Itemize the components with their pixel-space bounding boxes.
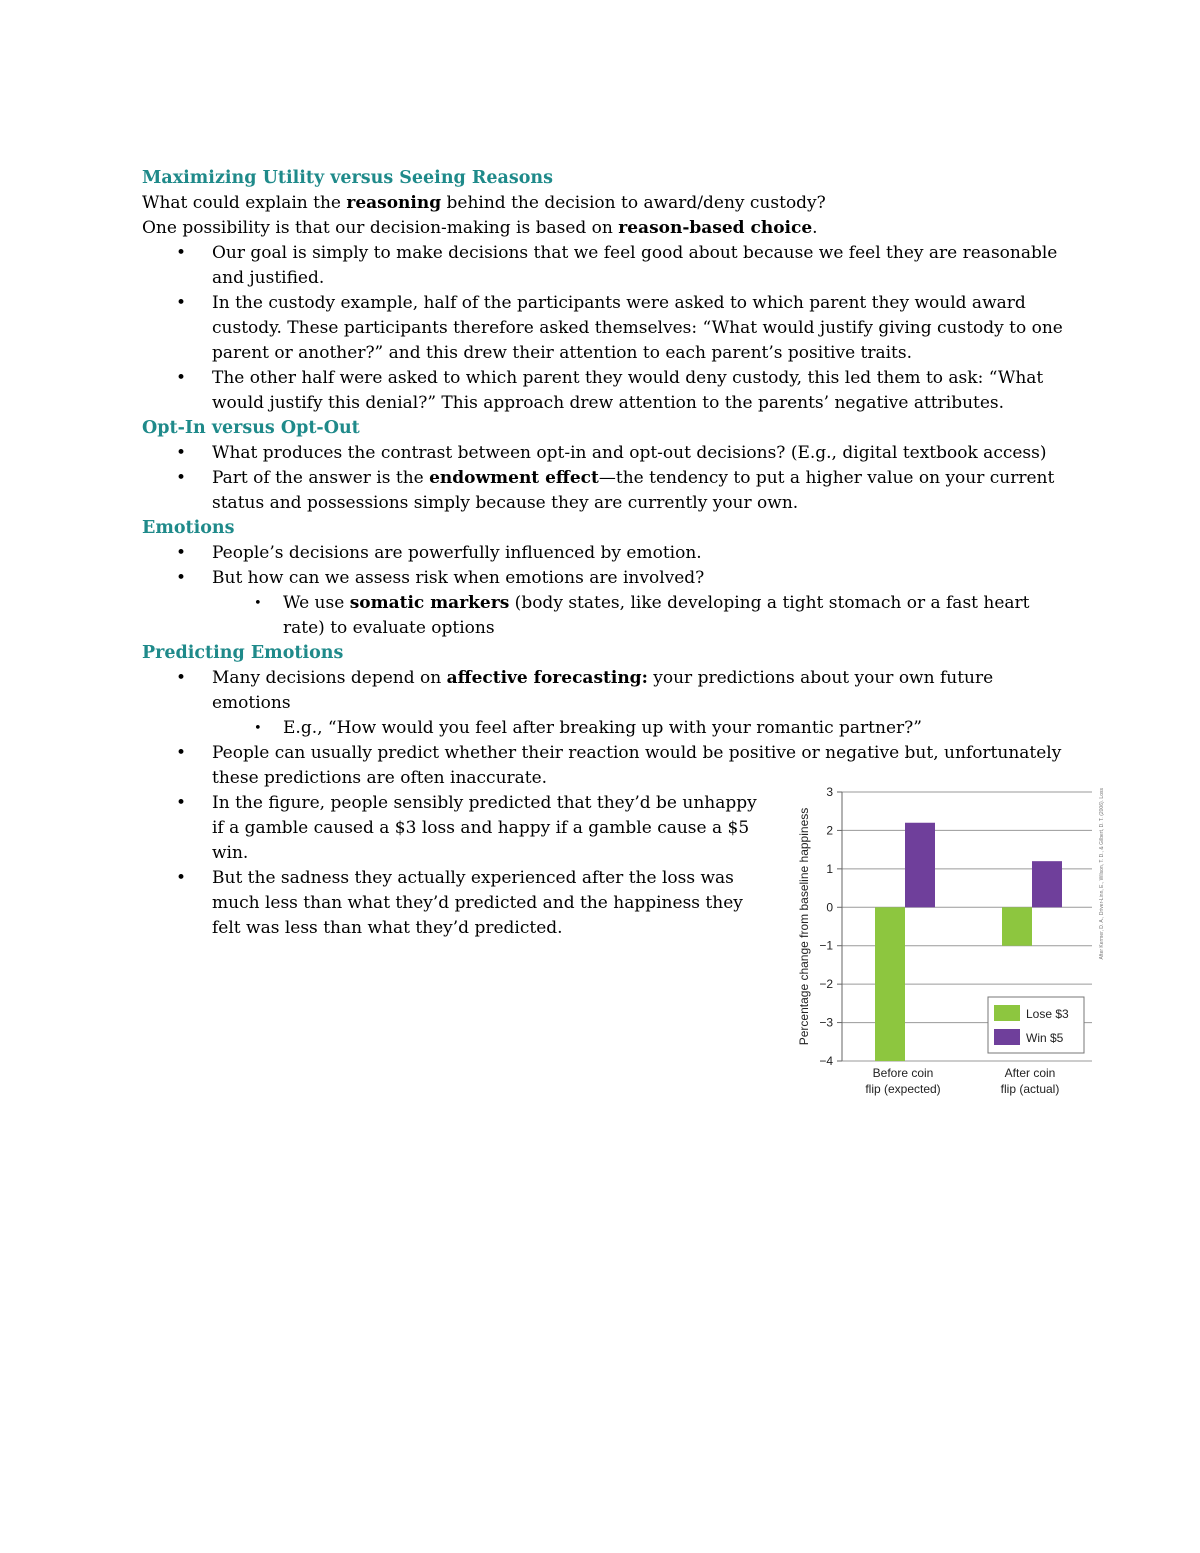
sub-list-item: • E.g., “How would you feel after breaking up with your romantic partner?” (212, 716, 1072, 741)
category-label: After coin (1004, 1066, 1056, 1080)
list-item: • Our goal is simply to make decisions that we feel good about because we feel they are reasonable and justified. (142, 241, 1072, 291)
paragraph-reason-based-choice (142, 216, 1072, 241)
list-item: • People’s decisions are powerfully influenced by emotion. (142, 541, 1072, 566)
list-item: • The other half were asked to which parent they would deny custody, this led them to ask: “What would justify this denial?” This approach drew attention to the parents’ negative attributes. (142, 366, 1072, 416)
bold-term-reasoning: reasoning (346, 193, 442, 213)
heading-emotions: Emotions (142, 518, 235, 538)
text: (body states, like developing a tight stomach or a fast heart rate) to evaluate options (283, 593, 1030, 638)
y-tick-label: −1 (819, 938, 833, 953)
bar-win-5 (905, 823, 935, 908)
list-item (142, 566, 1072, 641)
list-item: • But the sadness they actually experienced after the loss was much less than what they’d predicted and the happiness they felt was less than what they’d predicted. (142, 866, 772, 941)
text: But how can we assess risk when emotions are involved? (212, 568, 705, 588)
y-tick-label: 1 (826, 861, 833, 876)
y-tick-label: −3 (819, 1015, 833, 1030)
bold-term-somatic-markers: somatic markers (349, 593, 510, 613)
figure-credit: After Kermer, D. A., Driver-Linn, E., Wilson, T. D., & Gilbert, D. T. (2006). Loss (1099, 788, 1105, 960)
heading-predicting-emotions: Predicting Emotions (142, 643, 344, 663)
legend-label: Win $5 (1026, 1031, 1064, 1045)
heading-opt-in: Opt-In versus Opt-Out (142, 418, 360, 438)
legend-label: Lose $3 (1026, 1007, 1069, 1021)
bar-lose-3 (875, 907, 905, 1061)
bold-term-affective-forecasting: affective forecasting: (446, 668, 648, 688)
bold-term-endowment-effect: endowment effect (429, 468, 599, 488)
text: . (812, 218, 818, 238)
text: What could explain the (142, 193, 347, 213)
list-item: • What produces the contrast between opt-in and opt-out decisions? (E.g., digital textbook access) (142, 441, 1072, 466)
list-item: • People can usually predict whether their reaction would be positive or negative but, unfortunately these predictions are often inaccurate. (142, 741, 1072, 791)
y-tick-label: 0 (826, 900, 833, 915)
paragraph-reasoning (142, 191, 1072, 216)
y-tick-label: −4 (819, 1054, 833, 1068)
sub-list-item (212, 591, 1072, 641)
bullet-list (142, 441, 1072, 516)
happiness-bar-chart (792, 780, 1112, 1105)
text: your predictions about your own future emotions (212, 668, 994, 713)
sub-bullet-list (212, 716, 1072, 741)
text: —the tendency to put a higher value on your current status and possessions simply because they are currently your own. (212, 468, 1055, 513)
bullet-list (142, 541, 1072, 641)
y-axis-title: Percentage change from baseline happiness (797, 807, 811, 1046)
text: Part of the answer is the (212, 468, 430, 488)
category-label: flip (expected) (865, 1082, 941, 1096)
y-tick-label: −2 (819, 977, 833, 992)
category-label: flip (actual) (1000, 1082, 1060, 1096)
sub-bullet-list (212, 591, 1072, 641)
text: We use (283, 593, 350, 613)
list-item: • In the figure, people sensibly predicted that they’d be unhappy if a gamble caused a $3 loss and happy if a gamble cause a $5 win. (142, 791, 772, 866)
bullet-list (142, 241, 1072, 416)
bar-win-5 (1032, 861, 1062, 907)
list-item: • In the custody example, half of the participants were asked to which parent they would award custody. These participants therefore asked themselves: “What would justify giving custody to one parent or another?” and this drew their attention to each parent’s positive traits. (142, 291, 1072, 366)
legend-swatch (994, 1029, 1020, 1045)
y-tick-label: 3 (826, 785, 833, 799)
list-item (142, 466, 1072, 516)
chart-svg (792, 780, 1112, 1105)
y-tick-label: 2 (826, 823, 833, 838)
text: Many decisions depend on (212, 668, 447, 688)
bold-term-reason-based-choice: reason-based choice (618, 218, 813, 238)
category-label: Before coin (872, 1066, 934, 1080)
text: behind the decision to award/deny custody? (441, 193, 826, 213)
bar-lose-3 (1002, 907, 1032, 945)
list-item (142, 666, 1072, 741)
text: One possibility is that our decision-making is based on (142, 218, 619, 238)
legend-swatch (994, 1005, 1020, 1021)
heading-maximizing-utility: Maximizing Utility versus Seeing Reasons (142, 168, 553, 188)
